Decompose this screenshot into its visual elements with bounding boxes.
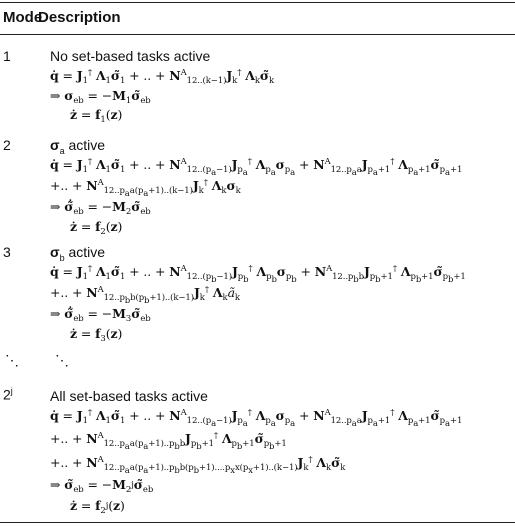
row-1-eq-3: ż = $f_1(z)$: [70, 107, 123, 125]
row-1-caption: No set-based tasks active: [50, 48, 211, 64]
row-3-eq-3: ⇒ $\sigmã̇_{eb}$ = $-M_3\sigmã_{eb}$: [50, 306, 151, 324]
row-2-mode: 2: [3, 137, 11, 153]
table-top-rule: [0, 2, 515, 3]
row-1-mode: 1: [3, 48, 11, 64]
row-2-eq-2: +.. + $N^A_{12..p_aa(p_a+1)..(k-1)}J_k^\dagger$ $\Lambda_k\sigma_k$: [50, 178, 241, 199]
row-3-eq-2: +.. + $N^A_{12..p_bb(p_b+1)..(k-1)}J_k^\dagger$ $\Lambda_kã_k$: [50, 285, 240, 306]
row-3-caption: $\sigma_b$ active: [50, 244, 106, 263]
row-last-caption: All set-based tasks active: [50, 388, 208, 404]
row-2-eq-1: q̇ = $J_1^\dagger$ $\Lambda_1\sigmã_1$ + .. + $N^A_{12..(p_a-1)}J_{p_a}^\dagger$ $\Lambda_{p_a}\sigma_{p_a} + N^A_{12..p_aa}J_{p_a+1}^\dagger$ $\Lambda_{p_a+1}\sigmã_{p_a+1}$: [50, 157, 463, 178]
row-ellipsis-description: ⋱: [55, 352, 69, 368]
row-3-eq-1: q̇ = $J_1^\dagger$ $\Lambda_1\sigmã_1$ + .. + $N^A_{12..(p_b-1)}J_{p_b}^\dagger$ $\Lambda_{p_b}\sigma_{p_b} + N^A_{12..p_bb}J_{p_b+1}^\dagger$ $\Lambda_{p_b+1}\sigmã_{p_b+1}$: [50, 264, 466, 285]
row-ellipsis-mode: ⋱: [5, 352, 19, 368]
row-last-eq-5: ż = $f_{2^j}(z)$: [70, 498, 125, 516]
row-last-eq-4: ⇒ $\sigmã_{eb}$ = $-M_{2^j}\sigmã_{eb}$: [50, 477, 154, 495]
row-last-mode: 2$^j$: [3, 386, 13, 403]
table-bottom-rule: [0, 522, 515, 523]
header-mode: Mode: [3, 9, 43, 26]
row-2-eq-3: ⇒ $\sigmã̇_{eb}$ = $-M_2\sigmã_{eb}$: [50, 199, 151, 217]
row-last-eq-3: +.. + $N^A_{12..p_aa(p_a+1)..p_bb(p_b+1)....p_xx(p_x+1)..(k-1)}J_k^\dagger$ $\Lambda_k\sigmã_k$: [50, 455, 346, 476]
row-3-eq-4: ż = $f_3(z)$: [70, 326, 123, 344]
row-1-eq-1: q̇ = $J_1^\dagger$ $\Lambda_1\sigmã_1$ + .. + $N^A_{12..(k-1)}J_k^\dagger$ $\Lambda_k\sigmã_k$: [50, 68, 275, 86]
row-last-eq-1: q̇ = $J_1^\dagger$ $\Lambda_1\sigmã_1$ + .. + $N^A_{12..(p_a-1)}J_{p_a}^\dagger$ $\Lambda_{p_a}\sigma_{p_a} + N^A_{12..p_aa}J_{p_a+1}^\dagger$ $\Lambda_{p_a+1}\sigmã_{p_a+1}$: [50, 408, 463, 429]
row-1-eq-2: ⇒ $\sigma_{eb}$ = $-M_1\sigmã_{eb}$: [50, 88, 151, 106]
header-description: Description: [38, 9, 121, 26]
row-2-caption: $\sigma_a$ active: [50, 137, 106, 156]
row-3-mode: 3: [3, 244, 11, 260]
row-last-eq-2: +.. + $N^A_{12..p_aa(p_a+1)..p_bb}J_{p_b+1}^\dagger$ $\Lambda_{p_b+1}\sigmã_{p_b+1}$: [50, 431, 287, 452]
row-2-eq-4: ż = $f_2(z)$: [70, 219, 123, 237]
header-rule: [0, 34, 515, 35]
